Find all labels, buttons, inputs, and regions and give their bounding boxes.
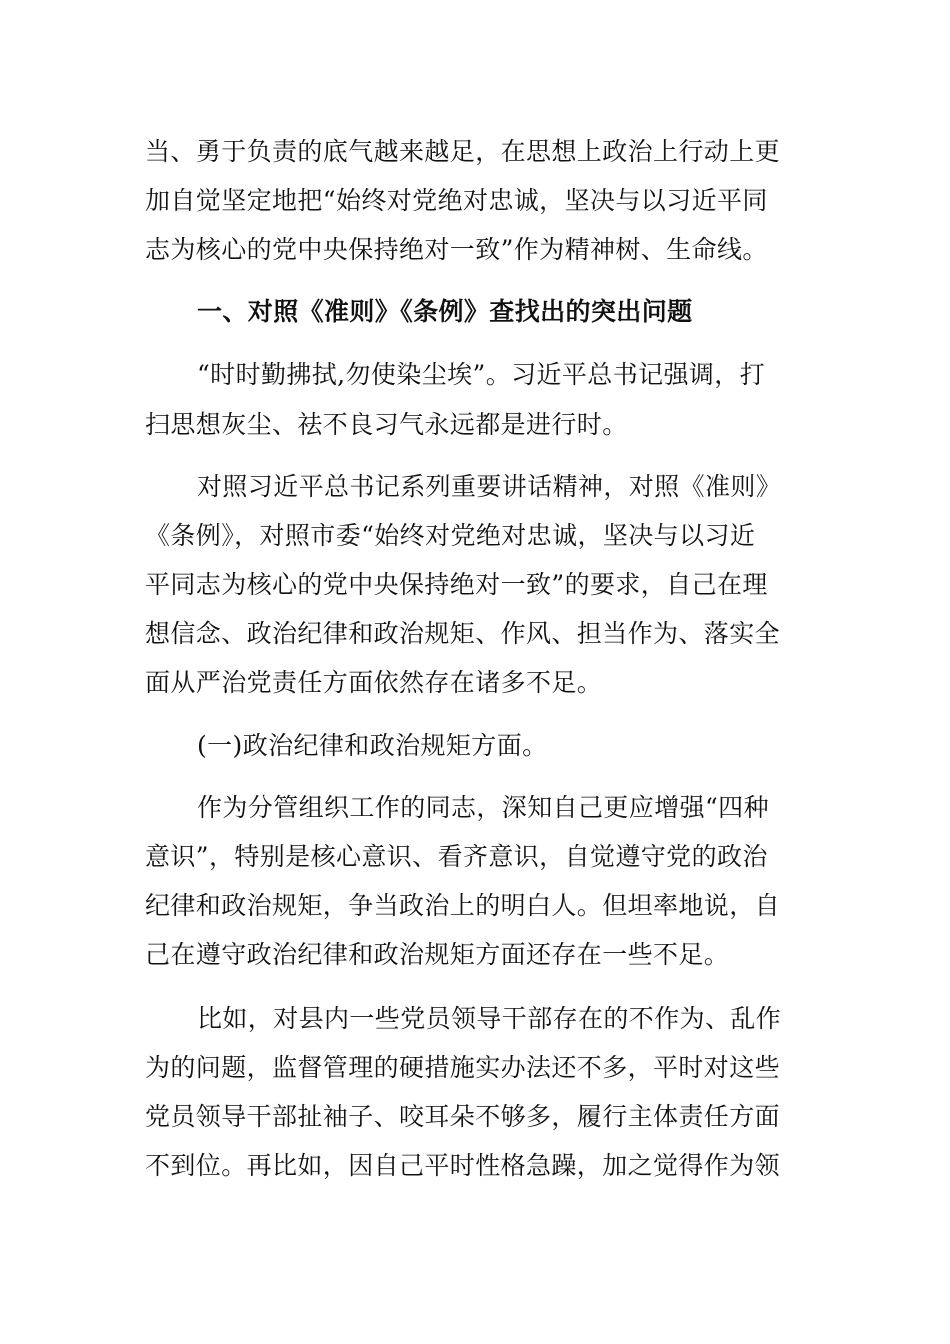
paragraph-line: 平同志为核心的党中央保持绝对一致”的要求，自己在理 [145, 570, 768, 599]
paragraph-line: 不到位。再比如，因自己平时性格急躁，加之觉得作为领 [145, 1151, 781, 1180]
paragraph-line: 志为核心的党中央保持绝对一致”作为精神树、生命线。 [145, 235, 768, 264]
paragraph-line: 当、勇于负责的底气越来越足，在思想上政治上行动上更 [145, 137, 781, 166]
paragraph-line: 作为分管组织工作的同志，深知自己更应增强“四种 [197, 793, 769, 822]
paragraph-line: 己在遵守政治纪律和政治规矩方面还存在一些不足。 [145, 940, 730, 969]
paragraph-line: 想信念、政治纪律和政治规矩、作风、担当作为、落实全 [145, 619, 781, 648]
paragraph-line: 《条例》，对照市委“始终对党绝对忠诚，坚决与以习近 [145, 521, 756, 550]
subsection-heading: (一)政治纪律和政治规矩方面。 [197, 731, 548, 760]
paragraph-line: 党员领导干部扯袖子、咬耳朵不够多，履行主体责任方面 [145, 1102, 781, 1131]
paragraph-line: 意识”，特别是核心意识、看齐意识，自觉遵守党的政治 [145, 842, 768, 871]
paragraph-line: 为的问题，监督管理的硬措施实办法还不多，平时对这些 [145, 1053, 781, 1082]
paragraph-line: 面从严治党责任方面依然存在诸多不足。 [145, 668, 603, 697]
paragraph-line: 纪律和政治规矩，争当政治上的明白人。但坦率地说，自 [145, 891, 781, 920]
paragraph-line: 扫思想灰尘、祛不良习气永远都是进行时。 [145, 410, 628, 439]
paragraph-line: 加自觉坚定地把“始终对党绝对忠诚，坚决与以习近平同 [145, 186, 768, 215]
paragraph-line: 比如，对县内一些党员领导干部存在的不作为、乱作 [197, 1004, 782, 1033]
section-heading: 一、对照《准则》《条例》查找出的突出问题 [197, 297, 693, 326]
paragraph-line: 对照习近平总书记系列重要讲话精神，对照《准则》 [197, 472, 782, 501]
paragraph-line: “时时勤拂拭,勿使染尘埃”。习近平总书记强调，打 [197, 360, 766, 389]
